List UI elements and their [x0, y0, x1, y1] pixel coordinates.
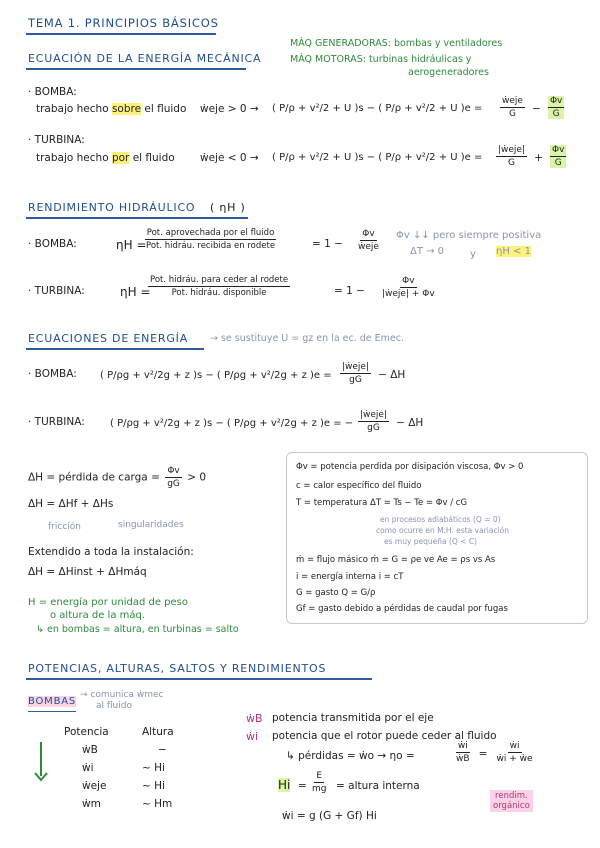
section-ecuaciones: ECUACIONES DE ENERGÍA — [28, 332, 189, 345]
table-row: ẇm — [82, 798, 101, 810]
title-underline — [26, 33, 216, 35]
section-underline — [26, 217, 248, 219]
table-row: ~ Hi — [142, 762, 165, 774]
wi-symbol: ẇi — [246, 730, 259, 743]
box-flujo: ṁ = flujo másico ṁ = G = ρe ve Ae = ρs vs As — [296, 555, 496, 565]
bomba-label: · BOMBA: — [28, 86, 77, 98]
table-header-potencia: Potencia — [64, 726, 109, 738]
rend-symbol: ( ηH ) — [210, 201, 246, 214]
table-row: ~ Hm — [142, 798, 173, 810]
rend-bomba-note2: ΔT → 0 — [410, 246, 445, 257]
wb-text: potencia transmitida por el eje — [272, 712, 434, 724]
hi-eq: = — [298, 780, 307, 792]
box-phi: Φv = potencia perdida por disipación viscosa, Φv > 0 — [296, 462, 524, 472]
section-energia-mecanica: ECUACIÓN DE LA ENERGÍA MECÁNICA — [28, 52, 262, 65]
table-row: ẇi — [82, 762, 94, 774]
page-title: TEMA 1. PRINCIPIOS BÁSICOS — [28, 16, 219, 30]
box-energia: i = energía interna i = cT — [296, 572, 404, 582]
rend-turbina-eta: ηH = — [120, 285, 151, 299]
perdidas-eq: ↳ pérdidas = ẇo → ηo = — [286, 750, 415, 762]
bombas-note: → comunica ẇmec — [80, 690, 164, 700]
rend-turbina-frac: $\frac{\text{Pot. hidráu. para ceder al rodete}}{\text{Pot. hidráu. disponible}}$ — [150, 275, 289, 298]
hi-symbol: Hi — [278, 778, 291, 792]
rend-bomba-note4: ηH < 1 — [496, 246, 531, 257]
rend-turbina-phi: $\frac{\Phi v}{\text{|ẇeje| + Φv}}$ — [382, 276, 435, 299]
ec-bomba-label: · BOMBA: — [28, 368, 77, 380]
rend-bomba-note3: y — [470, 249, 476, 260]
box-temp: T = temperatura ΔT = Ts − Te = Φv / cG — [296, 498, 468, 508]
maquinas-motoras-cont: aerogeneradores — [408, 67, 489, 78]
wb-symbol: ẇB — [246, 712, 263, 725]
table-row: ~ Hi — [142, 780, 165, 792]
rend-bomba-frac: $\frac{\text{Pot. aprovechada por el fluido}}{\text{Pot. hidráu. recibida en rodete}}$ — [146, 228, 276, 251]
ec-turbina-rhs: $\frac{\text{|ẇeje|}}{gG}$ − ΔH — [360, 410, 424, 433]
section-rendimiento: RENDIMIENTO HIDRÁULICO — [28, 201, 196, 214]
table-row: ẇB — [82, 744, 98, 756]
section-underline — [26, 678, 372, 680]
bombas-underline — [28, 711, 76, 712]
hi-text: = altura interna — [336, 780, 420, 792]
perdida-friccion: fricción — [48, 522, 81, 532]
turbina-equation: ( P/ρ + v²/2 + U )s − ( P/ρ + v²/2 + U )e = — [272, 152, 483, 163]
table-row: − — [158, 744, 167, 756]
down-arrow-icon — [40, 742, 42, 776]
wi-eq: ẇi = g (G + Gf) Hi — [282, 810, 377, 822]
rend-bomba-phi: $\frac{\Phi v}{\text{ẇeje}}$ — [358, 229, 379, 252]
arrow-head-icon — [34, 772, 48, 782]
rend-bomba-label: · BOMBA: — [28, 238, 77, 250]
table-row: ẇeje — [82, 780, 107, 792]
table-header-altura: Altura — [142, 726, 174, 738]
box-adiab3: es muy pequeña (Q < C) — [384, 537, 478, 546]
perdida-desglose: ΔH = ΔHf + ΔHs — [28, 498, 114, 510]
bombas-note2: al fluido — [96, 701, 132, 711]
rend-bomba-note: Φv ↓↓ pero siempre positiva — [396, 230, 542, 241]
bomba-rhs: $\frac{\text{ẇeje}}{G}$ − $\frac{\Phi v}{G}$ — [502, 96, 563, 119]
bomba-cond: ẇeje > 0 → — [200, 103, 259, 115]
box-adiab2: como ocurre en M.H. esta variación — [376, 526, 509, 535]
turbina-trabajo: trabajo hecho por el fluido — [36, 152, 175, 164]
section-potencias: POTENCIAS, ALTURAS, SALTOS Y RENDIMIENTOS — [28, 662, 327, 675]
section-underline — [26, 348, 204, 350]
perdida-singular: singularidades — [118, 520, 184, 530]
perdida-ext: Extendido a toda la instalación: — [28, 546, 194, 558]
rend-bomba-eta: ηH = — [116, 238, 147, 252]
rend-turbina-label: · TURBINA: — [28, 285, 85, 297]
bomba-equation: ( P/ρ + v²/2 + U )s − ( P/ρ + v²/2 + U )e = — [272, 103, 483, 114]
turbina-label: · TURBINA: — [28, 134, 85, 146]
h-definicion3: ↳ en bombas = altura, en turbinas = salto — [36, 624, 239, 635]
hi-frac: $\frac{E}{mg}$ — [312, 771, 327, 794]
turbina-rhs: $\frac{\text{|ẇeje|}}{G}$ + $\frac{\Phi v}{G}$ — [498, 145, 565, 168]
rend-bomba-eq: = 1 − — [312, 238, 343, 250]
perdida-ext-eq: ΔH = ΔHinst + ΔHmáq — [28, 566, 147, 578]
box-calor: c = calor específico del fluido — [296, 481, 422, 491]
box-gasto: G = gasto Q = G/ρ — [296, 588, 376, 598]
h-definicion2: o altura de la máq. — [50, 610, 146, 621]
bombas-label: BOMBAS — [28, 696, 77, 707]
turbina-cond: ẇeje < 0 → — [200, 152, 259, 164]
bomba-trabajo: trabajo hecho sobre el fluido — [36, 103, 187, 115]
wi-text: potencia que el rotor puede ceder al fluido — [272, 730, 497, 742]
section-underline — [26, 68, 246, 70]
ec-turbina-eq: ( P/ρg + v²/2g + z )s − ( P/ρg + v²/2g + z )e = − — [110, 418, 354, 429]
ec-bomba-rhs: $\frac{\text{|ẇeje|}}{gG}$ − ΔH — [342, 362, 406, 385]
ec-bomba-eq: ( P/ρg + v²/2g + z )s − ( P/ρg + v²/2g + z )e = — [100, 370, 332, 381]
maquinas-motoras: MÁQ MOTORAS: turbinas hidráulicas y — [290, 54, 472, 65]
ec-note: → se sustituye U = gz en la ec. de Emec. — [210, 333, 405, 344]
box-gasto-fugas: Gf = gasto debido a pérdidas de caudal por fugas — [296, 604, 508, 614]
eta-organico-frac: $\frac{\text{ẇi}}{\text{ẇB}}$ = $\frac{\text{ẇi}}{\text{ẇi + ẇe}}$ — [456, 741, 533, 764]
ec-turbina-label: · TURBINA: — [28, 416, 85, 428]
h-definicion: H = energía por unidad de peso — [28, 597, 188, 608]
rend-turbina-eq: = 1 − — [334, 285, 365, 297]
maquinas-generadoras: MÁQ GENERADORAS: bombas y ventiladores — [290, 38, 503, 49]
box-adiab: en procesos adiabáticos (Q = 0) — [380, 515, 501, 524]
perdida-eq: ΔH = pérdida de carga = $\frac{\Phi v}{gG}$ > 0 — [28, 466, 207, 489]
rend-organico: rendim. orgánico — [490, 790, 533, 812]
